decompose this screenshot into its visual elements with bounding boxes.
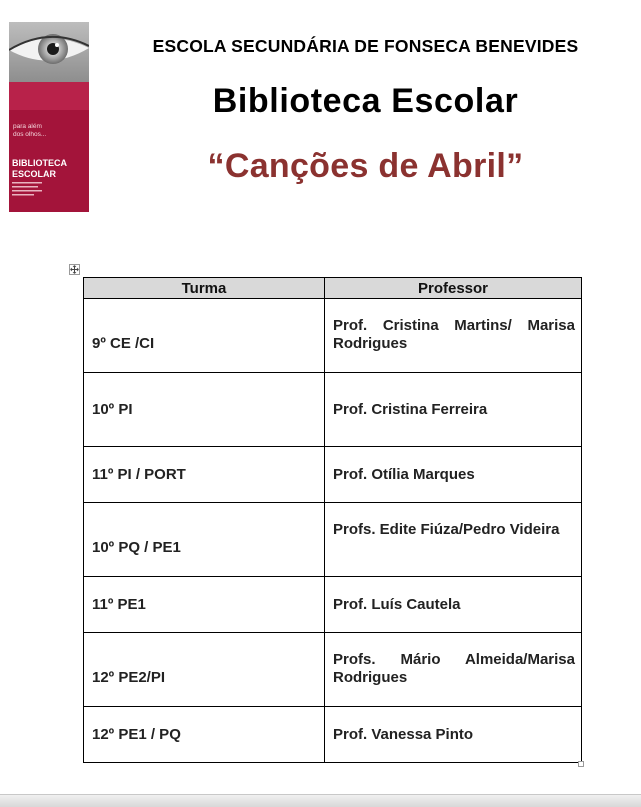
- cell-professor: Profs. Mário Almeida/Marisa Rodrigues: [325, 633, 582, 707]
- table-header-row: [84, 278, 582, 299]
- cell-turma: 9º CE /CI: [84, 299, 325, 373]
- school-name: ESCOLA SECUNDÁRIA DE FONSECA BENEVIDES: [152, 36, 579, 56]
- column-header-professor: Professor: [325, 278, 582, 299]
- cell-professor: Profs. Edite Fiúza/Pedro Videira: [325, 503, 582, 577]
- table-row: [84, 633, 582, 707]
- window-bottom-bar: [0, 794, 641, 807]
- cell-turma: 12º PE1 / PQ: [84, 707, 325, 763]
- logo-name-line1: BIBLIOTECA: [12, 158, 67, 168]
- cell-professor: Prof. Otília Marques: [325, 447, 582, 503]
- schedule-table: [83, 277, 582, 763]
- table-row: [84, 299, 582, 373]
- table-row: [84, 577, 582, 633]
- cell-professor: Prof. Luís Cautela: [325, 577, 582, 633]
- table-row: [84, 373, 582, 447]
- table-move-icon[interactable]: [69, 264, 80, 275]
- cell-professor: Prof. Cristina Ferreira: [325, 373, 582, 447]
- logo-tagline-line1: para além: [13, 123, 42, 130]
- cell-turma: 10º PI: [84, 373, 325, 447]
- page-title: Biblioteca Escolar: [212, 82, 519, 120]
- logo-tagline-line2: dos olhos...: [13, 131, 47, 138]
- cell-turma: 11º PI / PORT: [84, 447, 325, 503]
- eye-logo-image: [9, 22, 89, 212]
- table-row: [84, 503, 582, 577]
- cell-professor: Prof. Cristina Martins/ Marisa Rodrigues: [325, 299, 582, 373]
- library-logo: [9, 22, 89, 212]
- logo-name-line2: ESCOLAR: [12, 169, 57, 179]
- page-subtitle: “Canções de Abril”: [207, 147, 524, 185]
- cell-turma: 11º PE1: [84, 577, 325, 633]
- column-header-turma: Turma: [84, 278, 325, 299]
- table-row: [84, 447, 582, 503]
- cell-turma: 10º PQ / PE1: [84, 503, 325, 577]
- table-resize-handle[interactable]: [578, 761, 584, 767]
- cell-turma: 12º PE2/PI: [84, 633, 325, 707]
- cell-professor: Prof. Vanessa Pinto: [325, 707, 582, 763]
- table-row: [84, 707, 582, 763]
